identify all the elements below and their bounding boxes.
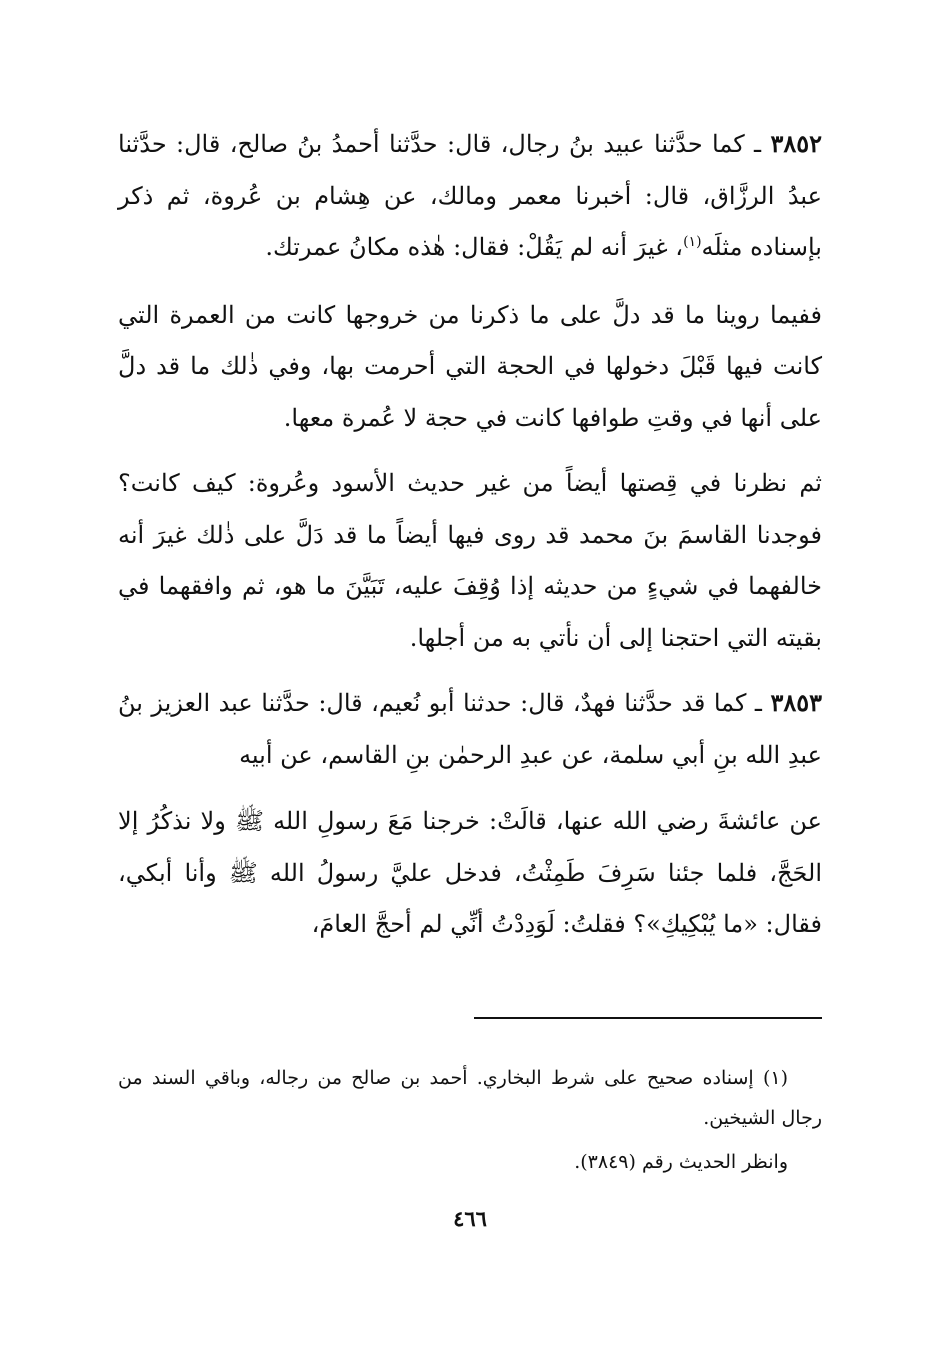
paragraph-text-continued: ، غيرَ أنه لم يَقُلْ: فقال: هٰذه مكانُ عمرتك. [265, 233, 684, 261]
footnote-marker: (١) [683, 234, 702, 250]
paragraph-hadith-text [118, 796, 822, 951]
hadith-number: ٣٨٥٢ [770, 129, 822, 158]
footnote-1: (١) إسناده صحيح على شرط البخاري. أحمد بن صالح من رجاله، وباقي السند من رجال الشيخين. [118, 1067, 822, 1129]
paragraph-text: ـ كما قد حدَّثنا فهدٌ، قال: حدثنا أبو نُعيم، قال: حدَّثنا عبد العزيز بنُ عبدِ الله بنِ أبي سلمة، عن عبدِ الرحمٰن بنِ القاسم، عن أبيه [118, 689, 822, 769]
paragraph-text: ففيما روينا ما قد دلَّ على ما ذكرنا من خروجها كانت من العمرة التي كانت فيها قَبْلَ دخولها في الحجة التي أحرمت بها، وفي ذٰلك ما قد دلَّ على أنها في وقتِ طوافها كانت في حجة لا عُمرة معها. [118, 300, 822, 432]
paragraph-text: ـ كما حدَّثنا عبيد بنُ رجال، قال: حدَّثنا أحمدُ بنُ صالح، قال: حدَّثنا عبدُ الرزَّاق، قال: أخبرنا معمر ومالك، عن هِشام بن عُروة، ثم ذكر بإسناده مثلَه [118, 130, 822, 261]
footnote-divider [474, 1017, 822, 1019]
paragraph-commentary-1 [118, 290, 822, 445]
paragraph-hadith-3852 [118, 118, 822, 274]
page-number: ٤٦٦ [453, 1206, 487, 1231]
hadith-number: ٣٨٥٣ [770, 688, 822, 717]
paragraph-commentary-2 [118, 458, 822, 664]
paragraph-hadith-3853 [118, 677, 822, 781]
footnotes [118, 1058, 822, 1182]
footnote-reference: وانظر الحديث رقم (٣٨٤٩). [574, 1151, 788, 1173]
paragraph-text: ثم نظرنا في قِصتها أيضاً من غير حديث الأسود وعُروة: كيف كانت؟ فوجدنا القاسمَ بنَ محمد قد روى فيها أيضاً ما قد دَلَّ على ذٰلك غيرَ أنه خالفهما في شيءٍ من حديثه إذا وُقِفَ عليه، تَبَيَّنَ ما هو، ثم وافقهما في بقيته التي احتجنا إلى أن نأتي به من أجلها. [118, 469, 822, 652]
main-text [118, 118, 822, 951]
paragraph-text: عن عائشةَ رضي الله عنها، قالَتْ: خرجنا مَعَ رسولِ الله ﷺ ولا نذكُرُ إلا الحَجَّ، فلما جئنا سَرِفَ طَمِثْتُ، فدخل عليَّ رسولُ الله ﷺ وأنا أبكي، فقال: «ما يُبْكِيكِ»؟ فقلتُ: لَوَدِدْتُ أنِّي لم أحجَّ العامَ، [118, 807, 822, 938]
